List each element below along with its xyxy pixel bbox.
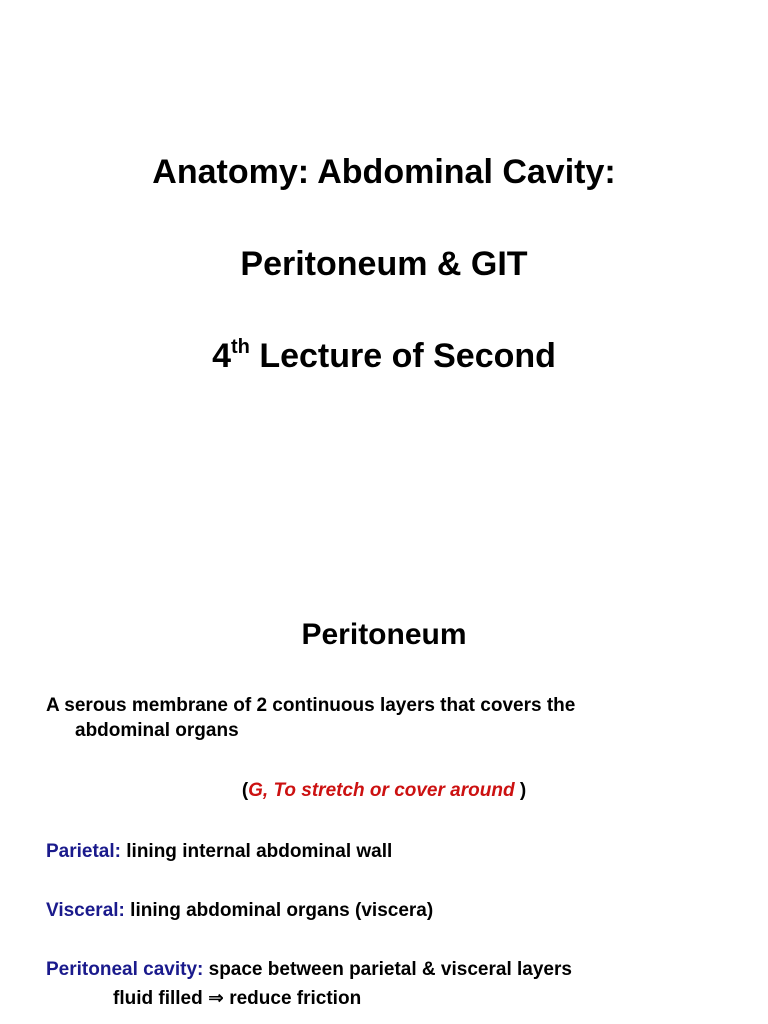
parietal-description: lining internal abdominal wall bbox=[120, 841, 393, 862]
cavity-note-after: reduce friction bbox=[223, 988, 362, 1009]
lecture-text: Lecture of Second bbox=[249, 337, 556, 375]
peritoneal-cavity-note bbox=[113, 987, 361, 1011]
parietal-term: Parietal: bbox=[46, 841, 121, 862]
etymology-text: G, To stretch or cover around bbox=[248, 780, 515, 801]
section-heading: Peritoneum bbox=[301, 618, 467, 651]
visceral-item bbox=[46, 899, 433, 923]
etymology-close-paren: ) bbox=[514, 780, 527, 801]
lecture-number: 4 bbox=[212, 337, 231, 375]
etymology-note bbox=[0, 779, 768, 803]
visceral-description: lining abdominal organs (viscera) bbox=[124, 900, 434, 921]
peritoneal-cavity-description: space between parietal & visceral layers bbox=[203, 959, 572, 980]
definition-line-1: A serous membrane of 2 continuous layers that covers the bbox=[46, 695, 576, 716]
title-line-2: Peritoneum & GIT bbox=[240, 245, 528, 283]
parietal-item bbox=[46, 840, 392, 864]
visceral-term: Visceral: bbox=[46, 900, 125, 921]
peritoneal-cavity-item bbox=[46, 958, 572, 982]
peritoneal-cavity-term: Peritoneal cavity: bbox=[46, 959, 204, 980]
ordinal-suffix: th bbox=[230, 336, 250, 358]
title-line-3 bbox=[0, 336, 768, 376]
title-line-1: Anatomy: Abdominal Cavity: bbox=[152, 153, 616, 191]
definition-line-2: abdominal organs bbox=[75, 720, 239, 741]
etymology-open-paren: ( bbox=[241, 780, 249, 801]
cavity-note-before: fluid filled bbox=[113, 988, 208, 1009]
implies-arrow-icon: ⇒ bbox=[208, 988, 224, 1009]
